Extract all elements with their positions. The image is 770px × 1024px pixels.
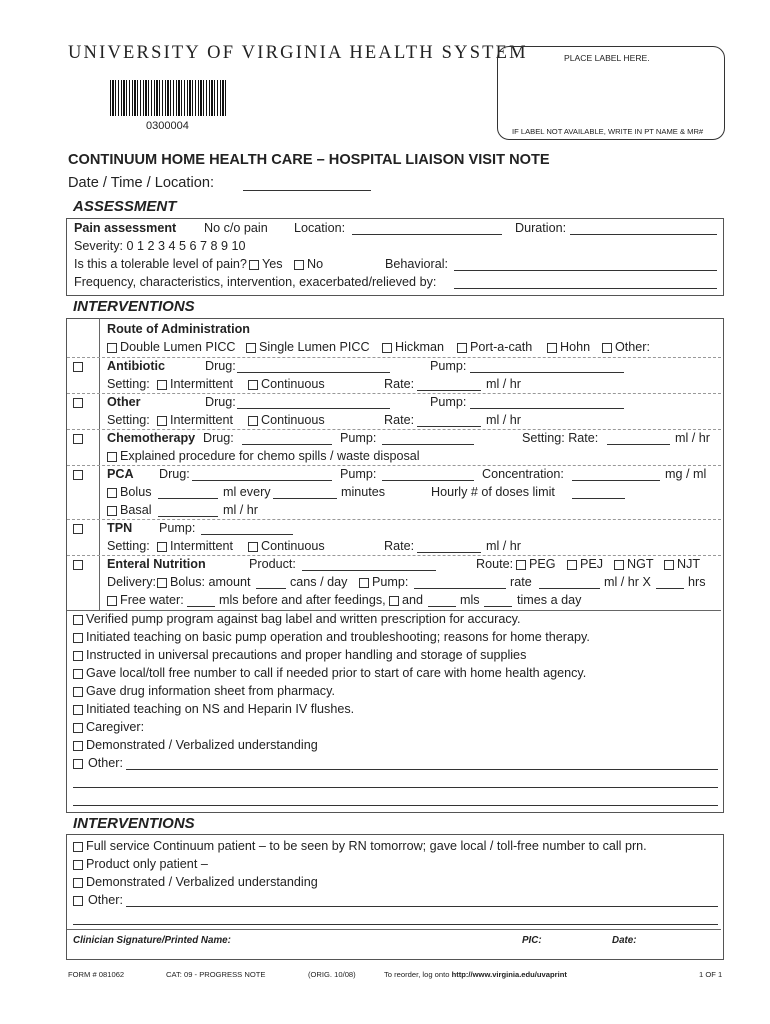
full-service-checkbox[interactable] [73, 842, 83, 852]
other-route-label: Other: [615, 340, 650, 354]
chemo-ml-hr: ml / hr [675, 431, 710, 445]
tpn-intermittent-checkbox[interactable] [157, 542, 167, 552]
chemo-label: Chemotherapy [107, 431, 196, 445]
hohn-checkbox[interactable] [547, 343, 557, 353]
form-title: CONTINUUM HOME HEALTH CARE – HOSPITAL LIAISON VISIT NOTE [68, 152, 550, 168]
pump-delivery-label: Pump: [372, 575, 409, 589]
peg-label: PEG [529, 557, 556, 571]
form-orig-date: (ORIG. 10/08) [308, 970, 356, 979]
pic-label: PIC: [522, 935, 542, 946]
universal-precautions-checkbox[interactable] [73, 651, 83, 661]
delivery-label: Delivery: [107, 575, 156, 589]
ngt-label: NGT [627, 557, 654, 571]
route-label: Route of Administration [107, 322, 250, 336]
tpn-pump-field[interactable] [201, 534, 293, 535]
enteral-label: Enteral Nutrition [107, 557, 206, 571]
row-divider [67, 465, 721, 466]
other-ml-hr: ml / hr [486, 413, 521, 427]
double-lumen-checkbox[interactable] [107, 343, 117, 353]
antibiotic-checkbox[interactable] [73, 362, 83, 372]
enteral-checkbox[interactable] [73, 560, 83, 570]
form-number: FORM # 081062 [68, 970, 125, 979]
reorder-label: To reorder, log onto [384, 970, 450, 979]
cans-day-label: cans / day [290, 575, 348, 589]
tolerable-label: Is this a tolerable level of pain? [74, 257, 247, 271]
other-checklist-checkbox[interactable] [73, 759, 83, 769]
checkbox-column-divider [99, 318, 100, 610]
checklist-item: Demonstrated / Verbalized understanding [86, 738, 318, 752]
and-label: and [402, 593, 424, 607]
demonstrated-checkbox[interactable] [73, 741, 83, 751]
barcode-image [110, 80, 228, 116]
pain-assessment-label: Pain assessment [74, 221, 177, 235]
other-continuous-checkbox[interactable] [248, 416, 258, 426]
interventions-2-heading: INTERVENTIONS [73, 815, 195, 832]
pump-delivery-checkbox[interactable] [359, 578, 369, 588]
other-2-notes-line[interactable] [126, 906, 718, 907]
njt-label: NJT [677, 557, 701, 571]
pca-minutes: minutes [341, 485, 386, 499]
form-code: 0300004 [146, 120, 189, 132]
label-prompt: PLACE LABEL HERE. [564, 53, 650, 63]
pca-pump-field[interactable] [382, 480, 474, 481]
date-time-location-field[interactable] [243, 190, 371, 191]
other-setting-label: Setting: [107, 413, 150, 427]
pca-drug-field[interactable] [192, 480, 332, 481]
frequency-label: Frequency, characteristics, intervention, exacerbated/relieved by: [74, 275, 437, 289]
interventions-2-item: Product only patient – [86, 857, 208, 871]
chemo-explained-label: Explained procedure for chemo spills / waste disposal [120, 449, 420, 463]
antibiotic-setting-label: Setting: [107, 377, 150, 391]
pca-basal-checkbox[interactable] [107, 506, 117, 516]
bolus-delivery-checkbox[interactable] [157, 578, 167, 588]
antibiotic-pump-field[interactable] [470, 372, 624, 373]
chemo-setting-rate-label: Setting: Rate: [522, 431, 599, 445]
tpn-continuous-checkbox[interactable] [248, 542, 258, 552]
demonstrated-2-checkbox[interactable] [73, 878, 83, 888]
and-checkbox[interactable] [389, 596, 399, 606]
interventions-heading: INTERVENTIONS [73, 298, 195, 315]
hohn-label: Hohn [560, 340, 591, 354]
enteral-rate-field[interactable] [539, 588, 600, 589]
pca-basal-field[interactable] [158, 516, 218, 517]
frequency-field[interactable] [454, 288, 717, 289]
other-label: Other [107, 395, 141, 409]
pca-ml-every: ml every [223, 485, 271, 499]
yes-checkbox[interactable] [249, 260, 259, 270]
duration-field[interactable] [570, 234, 717, 235]
pca-basal-ml-hr: ml / hr [223, 503, 258, 517]
tpn-setting-label: Setting: [107, 539, 150, 553]
no-label: No [307, 257, 324, 271]
interventions-2-item: Other: [88, 893, 123, 907]
other-intermittent-checkbox[interactable] [157, 416, 167, 426]
date-time-location-label: Date / Time / Location: [68, 175, 215, 191]
ngt-checkbox[interactable] [614, 560, 624, 570]
peg-checkbox[interactable] [516, 560, 526, 570]
checklist-item: Instructed in universal precautions and proper handling and storage of supplies [86, 648, 527, 662]
tpn-label: TPN [107, 521, 133, 535]
port-label: Port-a-cath [470, 340, 533, 354]
tpn-continuous-label: Continuous [261, 539, 325, 553]
antibiotic-drug-field[interactable] [237, 372, 390, 373]
pca-checkbox[interactable] [73, 470, 83, 480]
antibiotic-continuous-label: Continuous [261, 377, 325, 391]
double-lumen-label: Double Lumen PICC [120, 340, 236, 354]
product-only-checkbox[interactable] [73, 860, 83, 870]
row-divider [67, 429, 721, 430]
pca-label: PCA [107, 467, 134, 481]
pump-delivery-field[interactable] [414, 588, 506, 589]
tpn-pump-label: Pump: [159, 521, 196, 535]
other-drug-label: Drug: [205, 395, 236, 409]
antibiotic-label: Antibiotic [107, 359, 166, 373]
other-checkbox[interactable] [73, 398, 83, 408]
row-divider [67, 519, 721, 520]
pca-bolus-label: Bolus [120, 485, 152, 499]
pca-mg-ml: mg / ml [665, 467, 707, 481]
times-day-label: times a day [517, 593, 582, 607]
no-pain-label: No c/o pain [204, 221, 268, 235]
tpn-checkbox[interactable] [73, 524, 83, 534]
njt-checkbox[interactable] [664, 560, 674, 570]
pca-concentration-field[interactable] [572, 480, 660, 481]
antibiotic-intermittent-label: Intermittent [170, 377, 233, 391]
pca-pump-label: Pump: [340, 467, 377, 481]
times-field[interactable] [484, 606, 512, 607]
yes-label: Yes [262, 257, 283, 271]
hickman-checkbox[interactable] [382, 343, 392, 353]
chemo-checkbox[interactable] [73, 434, 83, 444]
severity-scale: Severity: 0 1 2 3 4 5 6 7 8 9 10 [74, 239, 246, 253]
checklist-item: Initiated teaching on NS and Heparin IV flushes. [86, 702, 355, 716]
pca-basal-label: Basal [120, 503, 152, 517]
other-rate-field[interactable] [417, 426, 481, 427]
checklist-item: Caregiver: [86, 720, 145, 734]
pej-label: PEJ [580, 557, 604, 571]
port-checkbox[interactable] [457, 343, 467, 353]
reorder-link[interactable]: http://www.virginia.edu/uvaprint [451, 970, 567, 979]
single-lumen-checkbox[interactable] [246, 343, 256, 353]
free-water-label: Free water: [120, 593, 184, 607]
section-divider [67, 610, 721, 611]
antibiotic-rate-field[interactable] [417, 390, 481, 391]
chemo-pump-label: Pump: [340, 431, 377, 445]
other-2-checkbox[interactable] [73, 896, 83, 906]
row-divider [67, 393, 721, 394]
chemo-pump-field[interactable] [382, 444, 474, 445]
antibiotic-continuous-checkbox[interactable] [248, 380, 258, 390]
duration-label: Duration: [515, 221, 567, 235]
institution-name: UNIVERSITY OF VIRGINIA HEALTH SYSTEM [68, 43, 528, 63]
caregiver-checkbox[interactable] [73, 723, 83, 733]
page-number: 1 OF 1 [699, 970, 723, 979]
toll-free-checkbox[interactable] [73, 669, 83, 679]
pca-bolus-checkbox[interactable] [107, 488, 117, 498]
tpn-ml-hr: ml / hr [486, 539, 521, 553]
antibiotic-drug-label: Drug: [205, 359, 236, 373]
chemo-explained-checkbox[interactable] [107, 452, 117, 462]
behavioral-label: Behavioral: [385, 257, 449, 271]
heparin-checkbox[interactable] [73, 705, 83, 715]
notes-2-line[interactable] [73, 924, 718, 925]
and-mls-field[interactable] [428, 606, 456, 607]
checklist-item: Initiated teaching on basic pump operation and troubleshooting; reasons for home therapy. [86, 630, 590, 644]
pca-bolus-field[interactable] [158, 498, 218, 499]
antibiotic-pump-label: Pump: [430, 359, 467, 373]
tpn-rate-label: Rate: [384, 539, 415, 553]
antibiotic-ml-hr: ml / hr [486, 377, 521, 391]
date-label: Date: [612, 935, 637, 946]
pca-hourly-label: Hourly # of doses limit [431, 485, 555, 499]
pca-concentration-label: Concentration: [482, 467, 564, 481]
rate-word: rate [510, 575, 532, 589]
pca-hourly-field[interactable] [572, 498, 625, 499]
bolus-amount-field[interactable] [256, 588, 286, 589]
chemo-rate-field[interactable] [607, 444, 670, 445]
tpn-intermittent-label: Intermittent [170, 539, 233, 553]
patient-label-box[interactable] [497, 46, 725, 140]
verified-pump-checkbox[interactable] [73, 615, 83, 625]
enteral-hrs-field[interactable] [656, 588, 684, 589]
reorder-text [384, 970, 567, 979]
other-pump-label: Pump: [430, 395, 467, 409]
location-label: Location: [294, 221, 346, 235]
other-rate-label: Rate: [384, 413, 415, 427]
teaching-pump-checkbox[interactable] [73, 633, 83, 643]
chemo-drug-field[interactable] [242, 444, 332, 445]
notes-line[interactable] [73, 787, 718, 788]
enteral-product-field[interactable] [302, 570, 436, 571]
tpn-rate-field[interactable] [417, 552, 481, 553]
row-divider [67, 555, 721, 556]
enteral-product-label: Product: [249, 557, 296, 571]
hrs-label: hrs [688, 575, 706, 589]
free-water-checkbox[interactable] [107, 596, 117, 606]
antibiotic-intermittent-checkbox[interactable] [157, 380, 167, 390]
other-drug-field[interactable] [237, 408, 390, 409]
other-intermittent-label: Intermittent [170, 413, 233, 427]
pca-every-field[interactable] [273, 498, 337, 499]
chemo-drug-label: Drug: [203, 431, 234, 445]
behavioral-field[interactable] [454, 270, 717, 271]
checklist-item: Gave local/toll free number to call if needed prior to start of care with home health agency. [86, 666, 587, 680]
label-fallback: IF LABEL NOT AVAILABLE, WRITE IN PT NAME & MR# [512, 127, 704, 136]
hickman-label: Hickman [395, 340, 444, 354]
enteral-route-label: Route: [476, 557, 514, 571]
interventions-2-item: Demonstrated / Verbalized understanding [86, 875, 318, 889]
clinician-signature-label: Clinician Signature/Printed Name: [73, 935, 231, 946]
interventions-2-item: Full service Continuum patient – to be seen by RN tomorrow; gave local / toll-free number to call prn. [86, 839, 647, 853]
pca-drug-label: Drug: [159, 467, 190, 481]
mls-before-label: mls before and after feedings, [219, 593, 386, 607]
other-pump-field[interactable] [470, 408, 624, 409]
checklist-item: Verified pump program against bag label and written prescription for accuracy. [86, 612, 521, 626]
single-lumen-label: Single Lumen PICC [259, 340, 370, 354]
bolus-amount-label: Bolus: amount [170, 575, 251, 589]
other-route-checkbox[interactable] [602, 343, 612, 353]
mls-label: mls [460, 593, 480, 607]
notes-line[interactable] [73, 805, 718, 806]
location-field[interactable] [352, 234, 502, 235]
checklist-item: Other: [88, 756, 123, 770]
other-notes-line[interactable] [126, 769, 718, 770]
pej-checkbox[interactable] [567, 560, 577, 570]
antibiotic-rate-label: Rate: [384, 377, 415, 391]
checklist-item: Gave drug information sheet from pharmacy. [86, 684, 335, 698]
ml-hr-x-label: ml / hr X [604, 575, 651, 589]
row-divider [67, 357, 721, 358]
form-category: CAT: 09 - PROGRESS NOTE [166, 970, 266, 979]
other-continuous-label: Continuous [261, 413, 325, 427]
assessment-heading: ASSESSMENT [73, 198, 177, 215]
free-water-field[interactable] [187, 606, 215, 607]
drug-info-checkbox[interactable] [73, 687, 83, 697]
signature-divider [67, 929, 721, 930]
no-checkbox[interactable] [294, 260, 304, 270]
